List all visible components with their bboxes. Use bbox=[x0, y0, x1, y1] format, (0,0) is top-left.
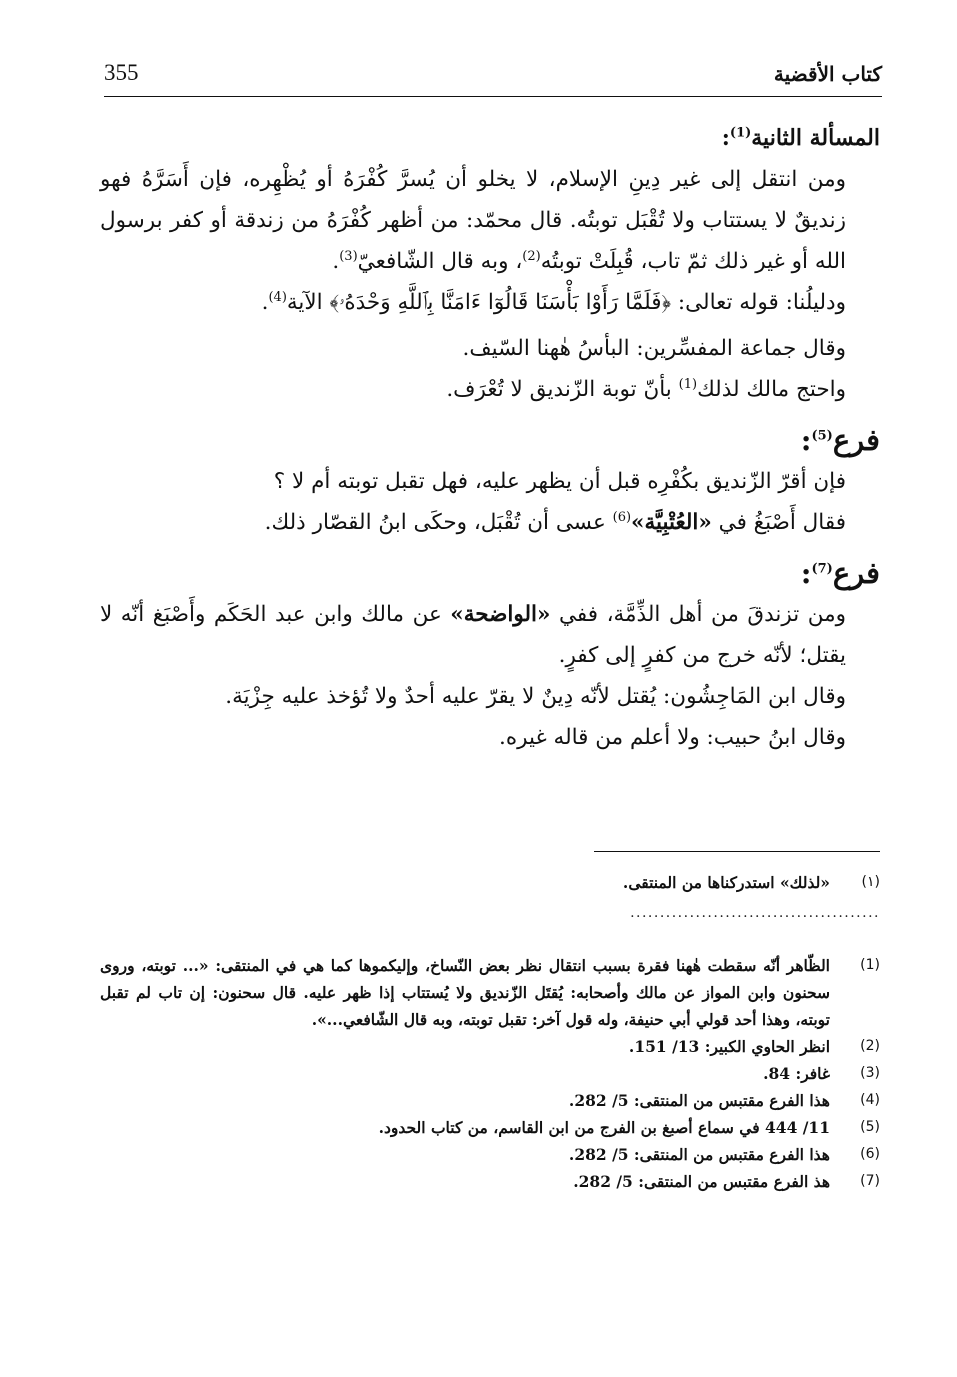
paragraph bbox=[100, 594, 880, 676]
running-title: كتاب الأقضية bbox=[773, 62, 882, 86]
paragraph-text: ومن انتقل إلى غير دِينِ الإسلام، لا يخلو أن يُسرَّ كُفْرَهُ أو يُظْهِره، فإن أَسَرَّهُ فهو زنديقٌ لا يستتاب ولا تُقْبَل توبتُه. قال محمّد: من أظهر كُفْرَهُ من زندقة أو كفر برسول الله أو غير ذلك ثمّ تاب، قُبِلَتْ توبتُه bbox=[100, 167, 846, 274]
paragraph-text: ودليلُنا: قوله تعالى: ﴿فَلَمَّا رَأَوْا بَأْسَنَا قَالُوٓا ءَامَنَّا بِٱللَّهِ وَحْدَهُۥ﴾ الآية bbox=[286, 290, 846, 315]
paragraph bbox=[100, 502, 880, 543]
branch-heading-text: فرع bbox=[832, 423, 880, 457]
book-title: «العُتْبِيَّة» bbox=[631, 510, 712, 535]
footnote-text: انظر الحاوي الكبير: 13/ 151. bbox=[628, 1037, 830, 1056]
footnote-item bbox=[100, 952, 880, 1033]
footnote-ref: (7) bbox=[811, 561, 833, 577]
section-heading-text: المسألة الثانية bbox=[751, 125, 880, 151]
paragraph-text: وقال ابن المَاجِشُون: يُقتل لأنّه دِينٌ لا يقرّ عليه أحدٌ ولا تُؤخذ عليه جِزْيَة. bbox=[225, 684, 846, 709]
paragraph-text: بأنّ توبة الزّنديق لا تُعْرَف. bbox=[446, 377, 679, 402]
paragraph bbox=[100, 282, 880, 323]
footnote-text: الظّاهر أنّه سقطت هٰهنا فقرة بسبب انتقال نظر بعض النّساخ، وإليكموها كما هي في المنتقى: «... توبته، وروى سحنون وابن المواز عن مالك وأصحابه: يُقتَل الزّنديق ولا يُستتاب إذا ظهر عليه. قال سحنون: إن تاب لم تقبل توبته، وهذا أحد قولي أبي حنيفة، وله قول آخر: تقبل توبته، وبه قال الشّافعي...». bbox=[100, 956, 830, 1029]
heading-colon: : bbox=[800, 423, 812, 457]
paragraph bbox=[100, 676, 880, 717]
paragraph-text: فإن أقرّ الزّنديق بكُفْرِه قبل أن يظهر عليه، فهل تقبل توبته أم لا ؟ bbox=[273, 469, 846, 494]
footnote-number: (1) bbox=[860, 957, 880, 973]
paragraph-text: عن مالك وابن عبد الحَكَم وأَصْبَغ أنّه لا يقتل؛ لأنّه خرج من كفرٍ إلى كفرٍ. bbox=[100, 602, 846, 668]
section-heading bbox=[100, 118, 880, 159]
footnotes-editor bbox=[100, 869, 880, 896]
footnote-text: هذا الفرع مقتبس من المنتقى: 5/ 282. bbox=[568, 1145, 830, 1164]
paragraph bbox=[100, 717, 880, 758]
paragraph-text: . bbox=[261, 290, 269, 315]
paragraph bbox=[100, 461, 880, 502]
footnote-number: (2) bbox=[860, 1038, 880, 1054]
branch-heading-text: فرع bbox=[832, 556, 880, 590]
page-number: 355 bbox=[104, 60, 139, 85]
paragraph-text: . bbox=[332, 249, 340, 274]
footnote-item bbox=[100, 1141, 880, 1168]
footnote-text: هذ الفرع مقتبس من المنتقى: 5/ 282. bbox=[573, 1172, 830, 1191]
paragraph-text: وقال جماعة المفسِّرين: البأسُ هٰهنا السّيف. bbox=[462, 336, 846, 361]
footnote-ref: (4) bbox=[268, 289, 287, 305]
paragraph-text: وقال ابنُ حبيب: ولا أعلم من قاله غيره. bbox=[499, 725, 846, 750]
footnote-item bbox=[100, 1114, 880, 1141]
footnote-text: 11/ 444 في سماع أصبغ بن الفرج من ابن القاسم، من كتاب الحدود. bbox=[378, 1118, 830, 1137]
page-header bbox=[104, 58, 882, 97]
main-text bbox=[100, 118, 880, 758]
footnote-number: (6) bbox=[860, 1146, 880, 1162]
book-title: «الواضحة» bbox=[450, 602, 551, 627]
footnote-item bbox=[100, 1168, 880, 1195]
paragraph-text: واحتج مالك لذلك bbox=[697, 377, 846, 402]
footnote-text: هذا الفرع مقتبس من المنتقى: 5/ 282. bbox=[568, 1091, 830, 1110]
paragraph-text: ، وبه قال الشّافعيّ bbox=[357, 249, 523, 274]
footnote-number: (7) bbox=[860, 1173, 880, 1189]
paragraph-text: ومن تزندقَ من أهل الذِّمَّة، ففي bbox=[550, 602, 846, 627]
branch-heading bbox=[100, 420, 880, 461]
footnote-ref: (5) bbox=[811, 428, 833, 444]
footnote-item bbox=[100, 1060, 880, 1087]
footnote-item bbox=[100, 1087, 880, 1114]
footnote-item bbox=[100, 1033, 880, 1060]
paragraph-text: فقال أَصْبَغُ في bbox=[711, 510, 846, 535]
footnote-number: (3) bbox=[860, 1065, 880, 1081]
paragraph bbox=[100, 159, 880, 282]
footnote-ref: (1) bbox=[678, 376, 698, 392]
footnote-text: غافر: 84. bbox=[763, 1064, 830, 1083]
heading-colon: : bbox=[721, 125, 730, 151]
branch-heading bbox=[100, 553, 880, 594]
footnote-ref: (2) bbox=[522, 248, 541, 264]
footnote-separator bbox=[594, 851, 880, 852]
footnote-number: (5) bbox=[860, 1119, 880, 1135]
footnote-ref: (6) bbox=[612, 509, 632, 525]
paragraph bbox=[100, 369, 880, 410]
footnote-ref: (3) bbox=[339, 248, 358, 264]
footnotes-list bbox=[100, 952, 880, 1195]
paragraph bbox=[100, 328, 880, 369]
paragraph-text: عسى أن تُقْبَل، وحكَى ابنُ القصّار ذلك. bbox=[264, 510, 613, 535]
heading-colon: : bbox=[800, 556, 812, 590]
footnote-ref: (1) bbox=[729, 125, 752, 141]
footnote-item bbox=[100, 869, 880, 896]
dotted-separator: .......................................... bbox=[630, 905, 880, 921]
footnote-number: (١) bbox=[861, 874, 880, 890]
footnote-number: (4) bbox=[860, 1092, 880, 1108]
footnote-text: «لذلك» استدركناها من المنتقى. bbox=[622, 873, 830, 892]
